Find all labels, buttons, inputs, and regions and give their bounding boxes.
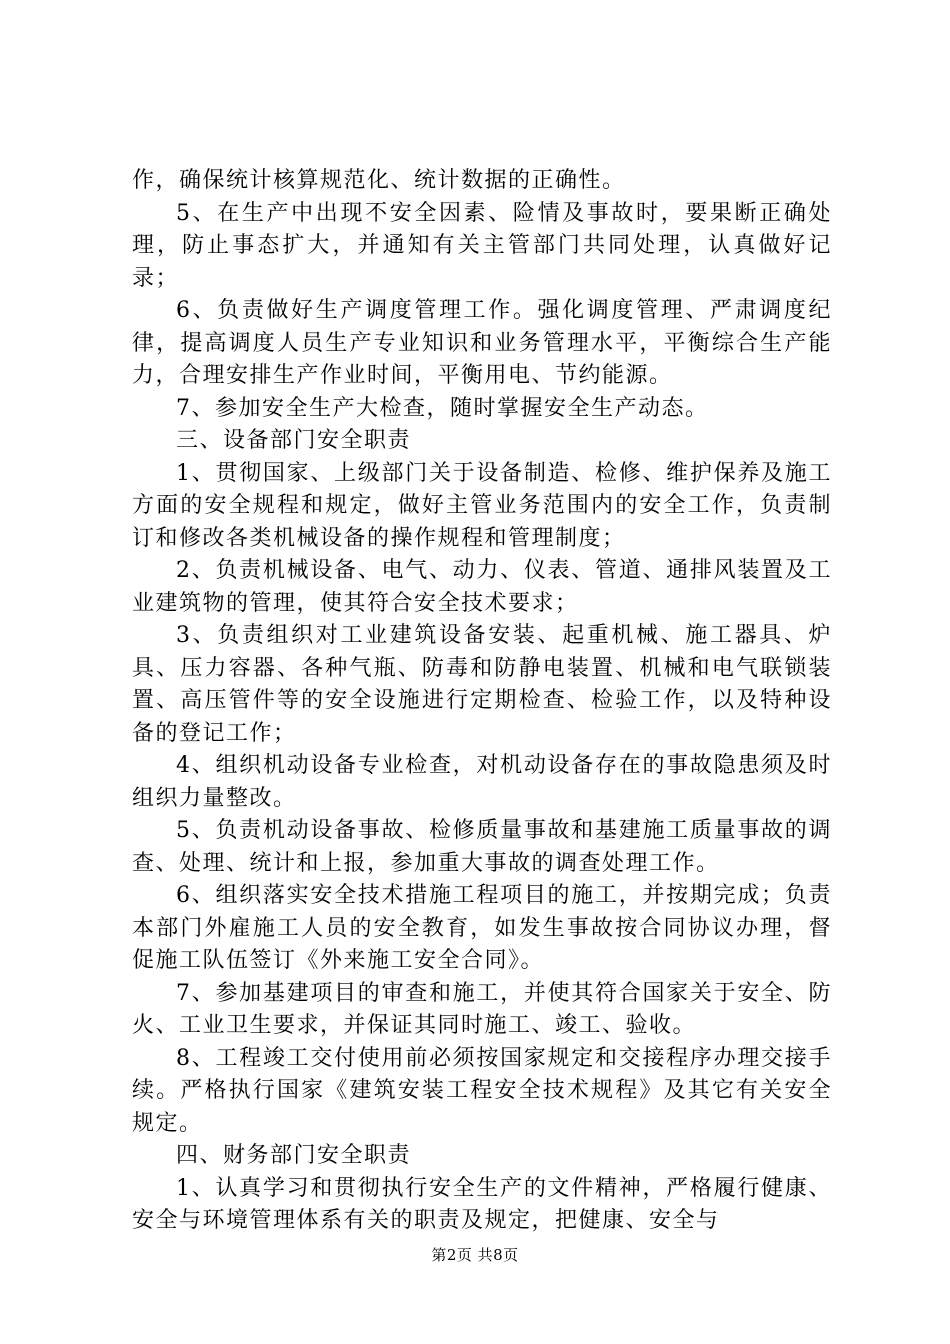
page-number-label: 第2页 共8页 xyxy=(431,1246,519,1264)
section-heading-finance: 四、财务部门安全职责 xyxy=(176,1143,412,1168)
paragraph-item-7: 7、参加安全生产大检查，随时掌握安全生产动态。 xyxy=(176,395,709,421)
paragraph-finance-1: 1、认真学习和贯彻执行安全生产的文件精神，严格履行健康、安全与环境管理体系有关的职责及规定，把健康、安全与 xyxy=(132,1175,832,1233)
paragraph-equipment-6: 6、组织落实安全技术措施工程项目的施工，并按期完成；负责本部门外雇施工人员的安全教育，如发生事故按合同协议办理，督促施工队伍签订《外来施工安全合同》。 xyxy=(132,883,832,973)
paragraph-continuation: 作，确保统计核算规范化、统计数据的正确性。 xyxy=(132,168,626,193)
paragraph-equipment-2: 2、负责机械设备、电气、动力、仪表、管道、通排风装置及工业建筑物的管理，使其符合安全技术要求； xyxy=(132,558,832,616)
paragraph-equipment-4: 4、组织机动设备专业检查，对机动设备存在的事故隐患须及时组织力量整改。 xyxy=(132,753,832,811)
page-footer xyxy=(0,1244,950,1265)
document-body xyxy=(132,165,832,1238)
paragraph-item-5: 5、在生产中出现不安全因素、险情及事故时，要果断正确处理，防止事态扩大，并通知有关主管部门共同处理，认真做好记录； xyxy=(132,200,832,291)
paragraph-equipment-3: 3、负责组织对工业建筑设备安装、起重机械、施工器具、炉具、压力容器、各种气瓶、防毒和防静电装置、机械和电气联锁装置、高压管件等的安全设施进行定期检查、检验工作，以及特种设备的登记工作； xyxy=(132,623,832,746)
paragraph-item-6: 6、负责做好生产调度管理工作。强化调度管理、严肃调度纪律，提高调度人员生产专业知识和业务管理水平，平衡综合生产能力，合理安排生产作业时间，平衡用电、节约能源。 xyxy=(132,298,832,388)
paragraph-equipment-5: 5、负责机动设备事故、检修质量事故和基建施工质量事故的调查、处理、统计和上报，参加重大事故的调查处理工作。 xyxy=(132,818,832,876)
section-heading-equipment: 三、设备部门安全职责 xyxy=(176,428,412,453)
paragraph-equipment-7: 7、参加基建项目的审查和施工，并使其符合国家关于安全、防火、工业卫生要求，并保证其同时施工、竣工、验收。 xyxy=(132,980,832,1038)
paragraph-equipment-1: 1、贯彻国家、上级部门关于设备制造、检修、维护保养及施工方面的安全规程和规定，做好主管业务范围内的安全工作，负责制订和修改各类机械设备的操作规程和管理制度； xyxy=(132,460,832,551)
paragraph-equipment-8: 8、工程竣工交付使用前必须按国家规定和交接程序办理交接手续。严格执行国家《建筑安装工程安全技术规程》及其它有关安全规定。 xyxy=(132,1045,832,1136)
